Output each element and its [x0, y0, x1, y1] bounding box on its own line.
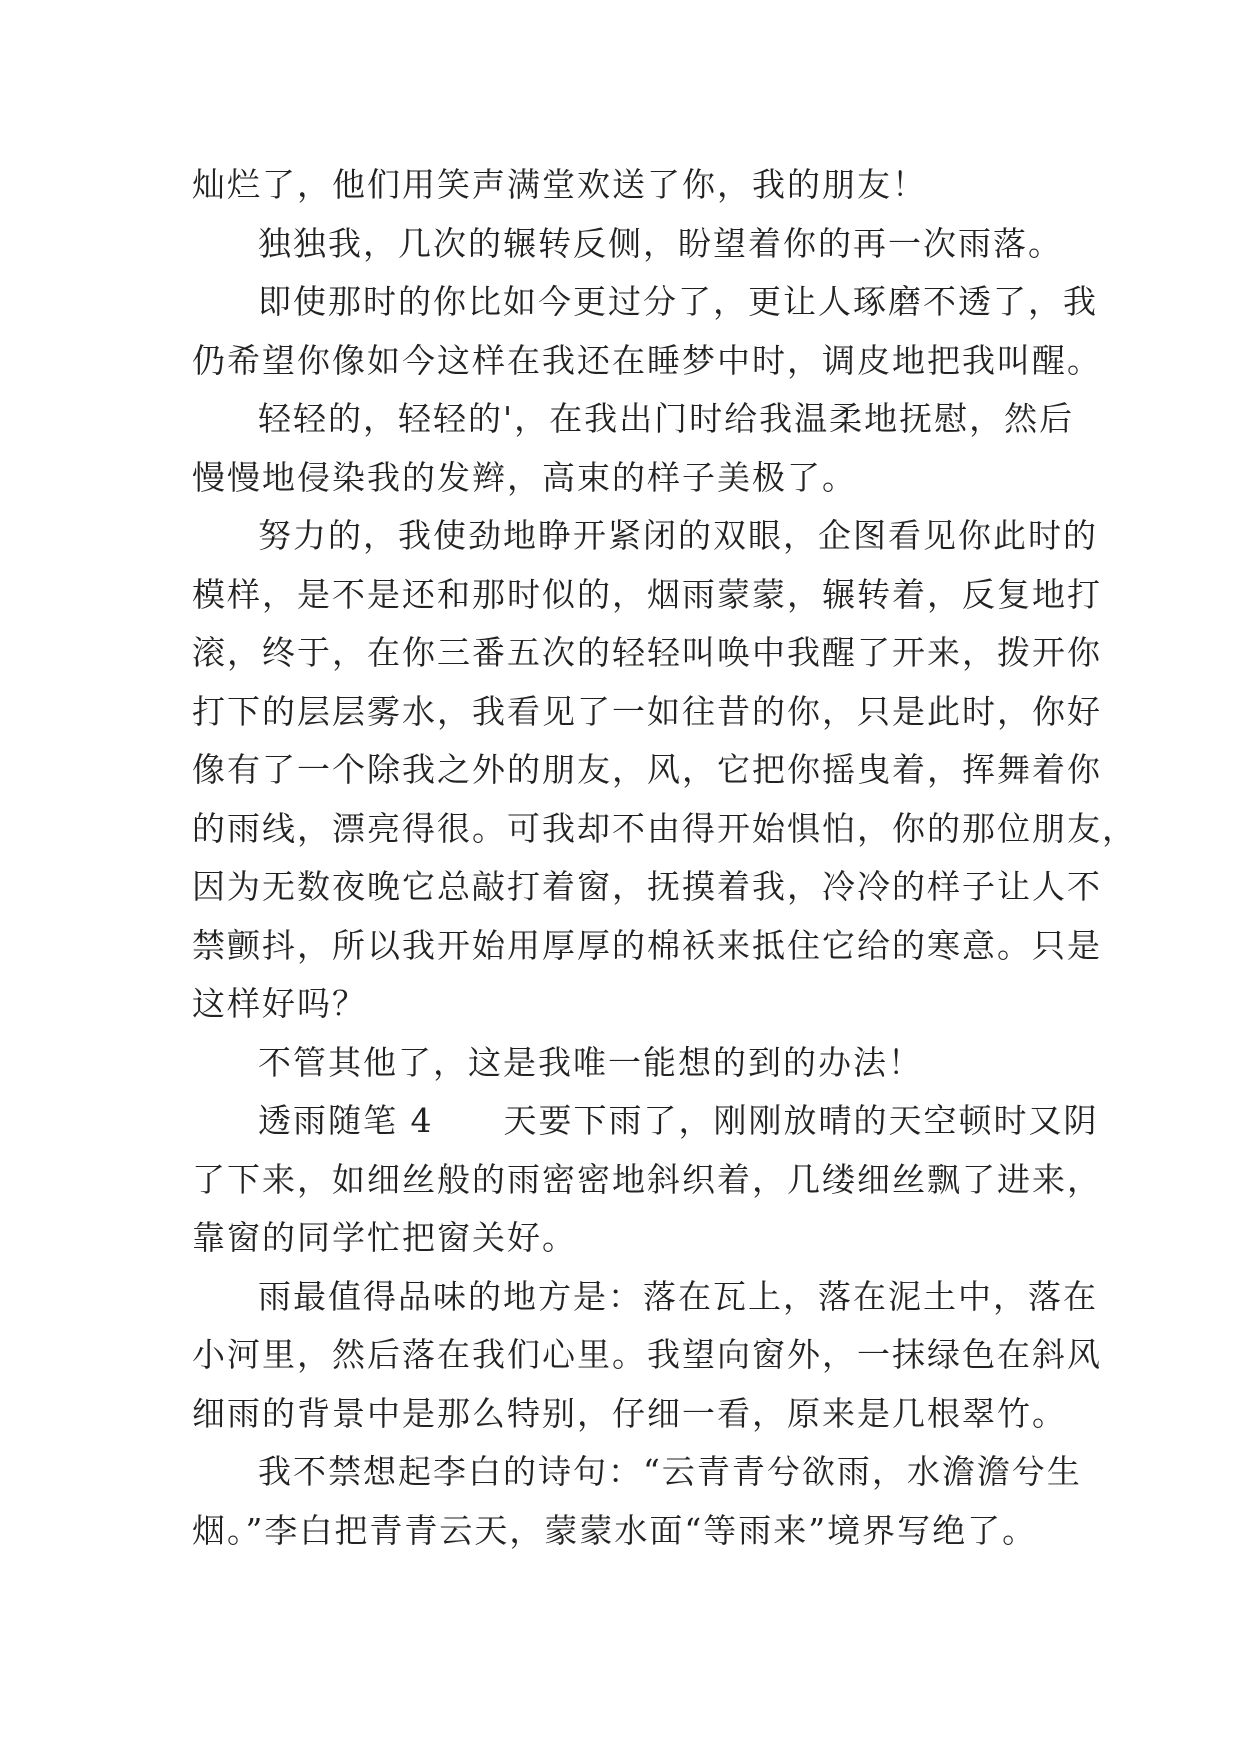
text-line: 雨最值得品味的地方是：落在瓦上，落在泥土中，落在 [258, 1276, 1098, 1316]
text-line: 这样好吗？ [192, 984, 367, 1023]
text-line: 仍希望你像如今这样在我还在睡梦中时，调皮地把我叫醒。 [192, 340, 1102, 380]
text-line: 烟。”李白把青青云天，蒙蒙水面“等雨来”境界写绝了。 [192, 1510, 1038, 1550]
text-line: 慢慢地侵染我的发辫，高束的样子美极了。 [192, 457, 857, 497]
text-line: 像有了一个除我之外的朋友，风，它把你摇曳着，挥舞着你 [192, 750, 1102, 789]
text-line: 的雨线，漂亮得很。可我却不由得开始惧怕，你的那位朋友， [192, 808, 1137, 848]
text-line: 即使那时的你比如今更过分了，更让人琢磨不透了，我 [258, 282, 1098, 321]
text-line: 透雨随笔 4 天要下雨了，刚刚放晴的天空顿时又阴 [258, 1101, 1099, 1140]
text-line: 滚，终于，在你三番五次的轻轻叫唤中我醒了开来，拨开你 [192, 633, 1102, 672]
text-line: 努力的，我使劲地睁开紧闭的双眼，企图看见你此时的 [258, 516, 1098, 555]
text-line: 打下的层层雾水，我看见了一如往昔的你，只是此时，你好 [192, 691, 1102, 731]
document-body [192, 156, 1137, 1560]
text-line: 细雨的背景中是那么特别，仔细一看，原来是几根翠竹。 [192, 1393, 1067, 1433]
text-line: 不管其他了，这是我唯一能想的到的办法！ [258, 1042, 923, 1082]
text-line: 因为无数夜晚它总敲打着窗，抚摸着我，冷冷的样子让人不 [192, 867, 1102, 906]
text-line: 灿烂了，他们用笑声满堂欢送了你，我的朋友！ [192, 165, 927, 204]
text-line: 靠窗的同学忙把窗关好。 [192, 1218, 577, 1257]
text-line: 禁颤抖，所以我开始用厚厚的棉袄来抵住它给的寒意。只是 [192, 925, 1102, 965]
text-line: 小河里，然后落在我们心里。我望向窗外，一抹绿色在斜风 [192, 1335, 1102, 1374]
text-line: 了下来，如细丝般的雨密密地斜织着，几缕细丝飘了进来， [192, 1159, 1102, 1199]
text-line: 轻轻的，轻轻的'，在我出门时给我温柔地抚慰，然后 [258, 399, 1075, 438]
text-line: 独独我，几次的辗转反侧，盼望着你的再一次雨落。 [258, 223, 1063, 263]
text-line: 模样，是不是还和那时似的，烟雨蒙蒙，辗转着，反复地打 [192, 574, 1102, 614]
text-line: 我不禁想起李白的诗句：“云青青兮欲雨，水澹澹兮生 [258, 1452, 1082, 1491]
